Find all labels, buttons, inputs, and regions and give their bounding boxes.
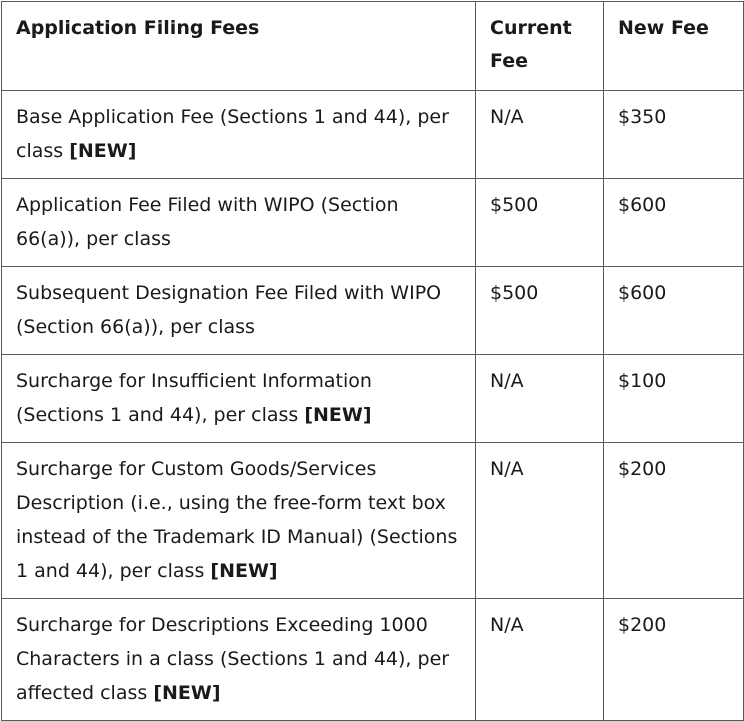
fee-table <box>1 1 744 721</box>
header-row <box>2 2 744 91</box>
fee-description-cell <box>2 267 476 355</box>
header-new-fee: New Fee <box>604 2 744 91</box>
current-fee-cell: N/A <box>476 91 604 179</box>
current-fee-cell: $500 <box>476 179 604 267</box>
fee-description: Subsequent Designation Fee Filed with WIPO (Section 66(a)), per class <box>16 282 442 338</box>
fee-description-cell <box>2 599 476 721</box>
table-row <box>2 91 744 179</box>
table-row <box>2 355 744 443</box>
fee-description: Surcharge for Custom Goods/Services Description (i.e., using the free-form text box instead of the Trademark ID Manual) (Sections 1 and 44), per class <box>16 458 458 582</box>
new-fee-cell: $600 <box>604 267 744 355</box>
fee-description: Base Application Fee (Sections 1 and 44), per class <box>16 106 449 162</box>
fee-description-cell <box>2 179 476 267</box>
new-fee-cell: $600 <box>604 179 744 267</box>
table-body <box>2 91 744 721</box>
new-fee-cell: $100 <box>604 355 744 443</box>
new-tag: [NEW] <box>210 560 278 582</box>
current-fee-cell: $500 <box>476 267 604 355</box>
new-fee-cell: $350 <box>604 91 744 179</box>
new-tag: [NEW] <box>304 404 372 426</box>
fee-description: Surcharge for Insufficient Information (Sections 1 and 44), per class <box>16 370 372 426</box>
table-row <box>2 599 744 721</box>
new-tag: [NEW] <box>69 140 137 162</box>
table-header <box>2 2 744 91</box>
fee-description: Surcharge for Descriptions Exceeding 1000 Characters in a class (Sections 1 and 44), per affected class <box>16 614 450 704</box>
new-fee-cell: $200 <box>604 443 744 599</box>
table-row <box>2 179 744 267</box>
header-current-fee: Current Fee <box>476 2 604 91</box>
table-row <box>2 267 744 355</box>
new-tag: [NEW] <box>153 682 221 704</box>
fee-description-cell <box>2 355 476 443</box>
current-fee-cell: N/A <box>476 443 604 599</box>
table-row <box>2 443 744 599</box>
header-application-filing-fees: Application Filing Fees <box>2 2 476 91</box>
current-fee-cell: N/A <box>476 355 604 443</box>
new-fee-cell: $200 <box>604 599 744 721</box>
fee-description-cell <box>2 91 476 179</box>
fee-description: Application Fee Filed with WIPO (Section 66(a)), per class <box>16 194 399 250</box>
fee-description-cell <box>2 443 476 599</box>
current-fee-cell: N/A <box>476 599 604 721</box>
